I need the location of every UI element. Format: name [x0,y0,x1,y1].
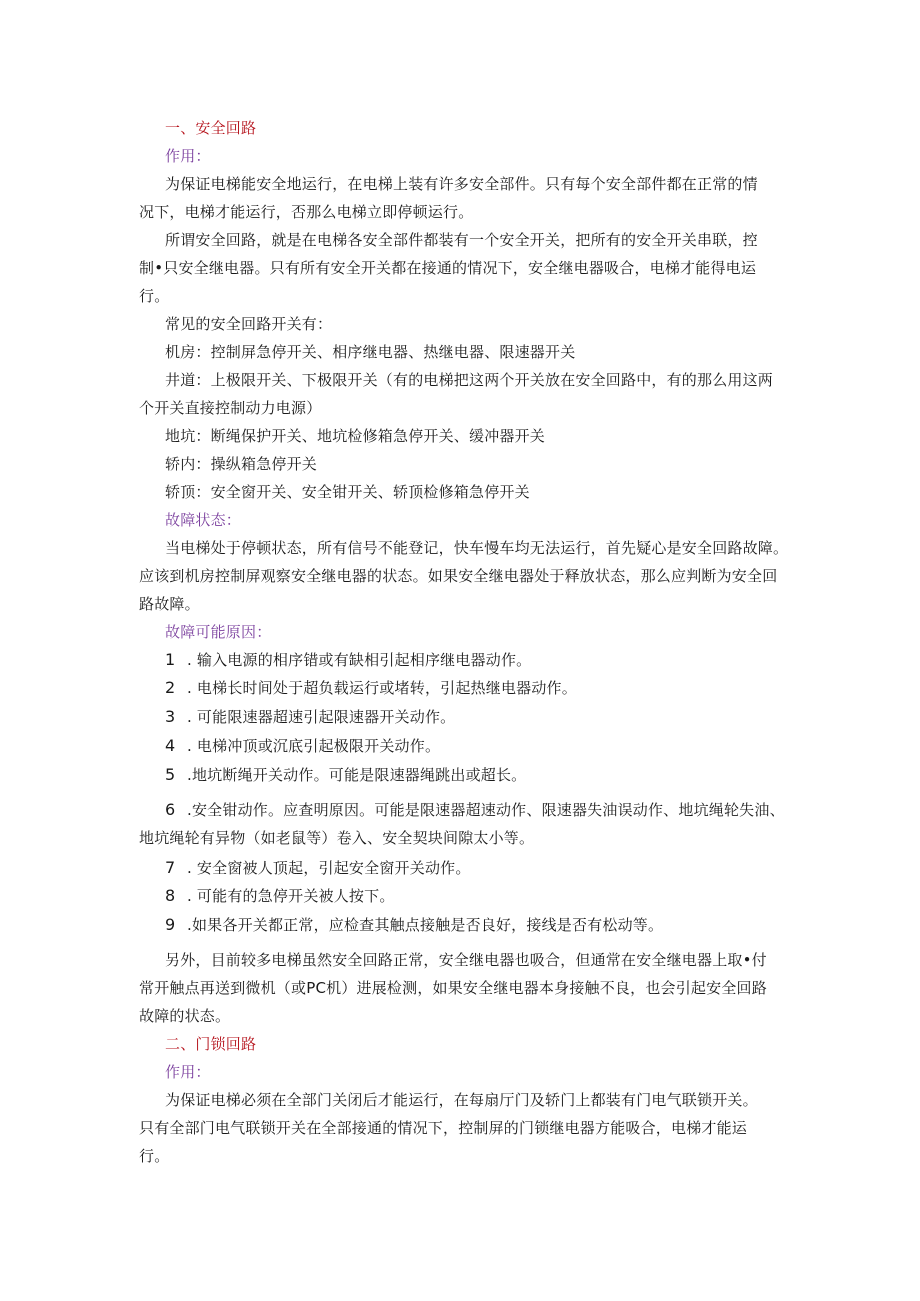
cause-item [165,736,440,756]
section2-role-line2: 只有全部门电气联锁开关在全部接通的情况下，控制屏的门锁继电器方能吸合，电梯才能运 [139,1119,748,1137]
extra-note-line3: 故障的状态。 [139,1007,231,1025]
cause-number: 4 [165,736,176,755]
pit-switches: 地坑：断绳保护开关、地坑检修箱急停开关、缓冲器开关 [165,427,546,445]
cause-text: .安全钳动作。应查明原因。可能是限速器超速动作、限速器失油误动作、地坑绳轮失油、 [187,801,785,819]
cause-number: 5 [165,765,176,784]
section2-heading: 二、门锁回路 [165,1035,257,1053]
fault-state-line2: 应该到机房控制屏观察安全继电器的状态。如果安全继电器处于释放状态，那么应判断为安全回 [139,567,778,585]
fault-state-line3: 路故障。 [139,595,200,613]
section2-role-line1: 为保证电梯必须在全部门关闭后才能运行，在每扇厅门及轿门上都装有门电气联锁开关。 [165,1091,758,1109]
cause-text: .地坑断绳开关动作。可能是限速器绳跳出或超长。 [187,766,527,784]
cause-text: . 可能有的急停开关被人按下。 [187,887,395,905]
cause-item [165,765,526,785]
section1-role-p2-line1: 所谓安全回路，就是在电梯各安全部件都装有一个安全开关，把所有的安全开关串联，控 [165,231,758,249]
cause-text: . 电梯长时间处于超负载运行或堵转，引起热继电器动作。 [187,679,577,697]
car-inside-switches: 轿内：操纵箱急停开关 [165,455,318,473]
cause-text: . 电梯冲顶或沉底引起极限开关动作。 [187,737,441,755]
cause-text: .如果各开关都正常，应检查其触点接触是否良好，接线是否有松动等。 [187,916,664,934]
cause-number: 7 [165,858,176,877]
cause-item [165,915,663,935]
section1-role-p1-line1: 为保证电梯能安全地运行，在电梯上装有许多安全部件。只有每个安全部件都在正常的情 [165,175,758,193]
extra-note-line2 [139,978,767,998]
fault-state-label: 故障状态： [165,511,242,529]
cause-number: 2 [165,678,176,697]
cause-text: . 可能限速器超速引起限速器开关动作。 [187,708,456,726]
cause-number: 6 [165,800,176,819]
extra-note-line2-a: 常开触点再送到微机（或 [139,979,307,997]
extra-note-line2-b: 机）进展检测，如果安全继电器本身接触不良，也会引起安全回路 [326,979,767,997]
cause-number: 8 [165,886,176,905]
section1-role-p2-line3: 行。 [139,287,170,305]
section1-role-p1-line2: 况下，电梯才能运行，否那么电梯立即停顿运行。 [139,203,474,221]
cause-item [165,678,577,698]
cause-text: . 输入电源的相序错或有缺相引起相序继电器动作。 [187,651,532,669]
car-top-switches: 轿顶：安全窗开关、安全钳开关、轿顶检修箱急停开关 [165,483,530,501]
section1-heading: 一、安全回路 [165,119,257,137]
shaft-switches-line1: 井道：上极限开关、下极限开关（有的电梯把这两个开关放在安全回路中，有的那么用这两 [165,371,774,389]
cause-text: 地坑绳轮有异物（如老鼠等）卷入、安全契块间隙太小等。 [139,829,535,847]
common-switches-intro: 常见的安全回路开关有： [165,315,333,333]
cause-item [165,886,395,906]
shaft-switches-line2: 个开关直接控制动力电源） [139,399,322,417]
extra-note-line1: 另外，目前较多电梯虽然安全回路正常，安全继电器也吸合，但通常在安全继电器上取•付 [165,951,767,969]
cause-number: 9 [165,915,176,934]
cause-number: 3 [165,707,176,726]
cause-item [165,650,531,670]
cause-item [165,800,785,820]
section2-role-label: 作用： [165,1063,211,1081]
fault-causes-label: 故障可能原因： [165,623,272,641]
cause-item-continuation [139,828,534,848]
cause-item [165,707,455,727]
section2-role-line3: 行。 [139,1147,170,1165]
extra-note-pc: PC [306,979,327,997]
cause-number: 1 [165,650,176,669]
machine-room-switches: 机房：控制屏急停开关、相序继电器、热继电器、限速器开关 [165,343,576,361]
cause-text: . 安全窗被人顶起，引起安全窗开关动作。 [187,859,471,877]
fault-state-line1: 当电梯处于停顿状态，所有信号不能登记，快车慢车均无法运行，首先疑心是安全回路故障。 [165,539,789,557]
cause-item [165,858,471,878]
section1-role-label: 作用： [165,147,211,165]
section1-role-p2-line2: 制•只安全继电器。只有所有安全开关都在接通的情况下，安全继电器吸合，电梯才能得电运 [139,259,757,277]
